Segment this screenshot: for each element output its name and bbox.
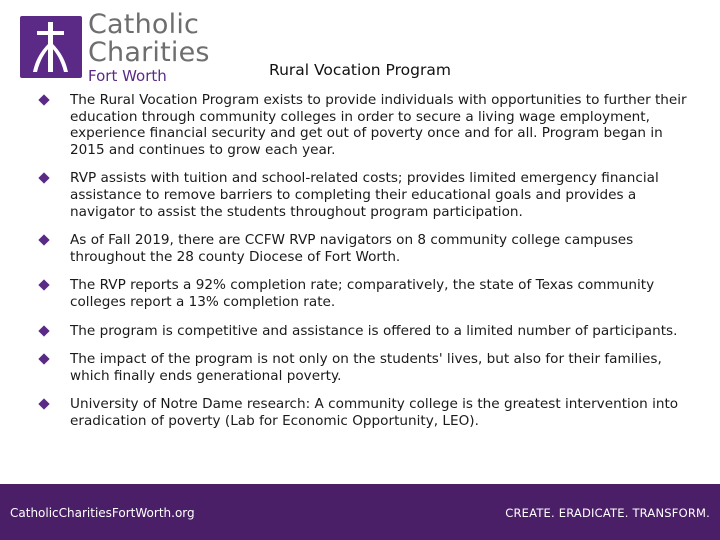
logo-text-charities: Charities xyxy=(88,36,210,68)
bullet-item xyxy=(38,92,688,158)
bullet-text: RVP assists with tuition and school-related costs; provides limited emergency financial assistance to remove barriers to completing their educational goals and provides a navigator to assist the students throughout program participation. xyxy=(70,170,659,220)
diamond-bullet-icon xyxy=(38,280,49,291)
slide-title-text: Rural Vocation Program xyxy=(269,61,451,79)
footer-bar xyxy=(0,484,720,540)
diamond-bullet-icon xyxy=(38,173,49,184)
logo-text-catholic: Catholic xyxy=(88,8,200,40)
footer-website-link[interactable]: CatholicCharitiesFortWorth.org xyxy=(10,506,195,520)
slide-title xyxy=(0,61,720,79)
bullet-item xyxy=(38,323,688,340)
bullet-text: As of Fall 2019, there are CCFW RVP navigators on 8 community college campuses throughout the 28 county Diocese of Fort Worth. xyxy=(70,232,634,265)
bullet-item xyxy=(38,232,688,265)
bullet-item xyxy=(38,396,688,429)
bullet-list xyxy=(38,92,688,430)
bullet-text: The RVP reports a 92% completion rate; comparatively, the state of Texas community colleges report a 13% completion rate. xyxy=(70,277,655,310)
bullet-text: The Rural Vocation Program exists to provide individuals with opportunities to further their education through community colleges in order to secure a living wage employment, experience financial security and get out of poverty once and for all. Program began in 2015 and continues to grow each year. xyxy=(70,92,687,158)
bullet-item xyxy=(38,351,688,384)
bullet-item xyxy=(38,170,688,220)
diamond-bullet-icon xyxy=(38,325,49,336)
diamond-bullet-icon xyxy=(38,234,49,245)
footer-tagline: CREATE. ERADICATE. TRANSFORM. xyxy=(505,506,710,520)
bullet-text: The program is competitive and assistance is offered to a limited number of participants. xyxy=(70,322,678,339)
diamond-bullet-icon xyxy=(38,353,49,364)
diamond-bullet-icon xyxy=(38,94,49,105)
bullet-text: The impact of the program is not only on the students' lives, but also for their families, which finally ends generational poverty. xyxy=(70,351,662,384)
bullet-item xyxy=(38,277,688,310)
logo-text-fort-worth: Fort Worth xyxy=(88,66,167,85)
diamond-bullet-icon xyxy=(38,399,49,410)
bullet-text: University of Notre Dame research: A community college is the greatest intervention into eradication of poverty (Lab for Economic Opportunity, LEO). xyxy=(70,396,679,429)
